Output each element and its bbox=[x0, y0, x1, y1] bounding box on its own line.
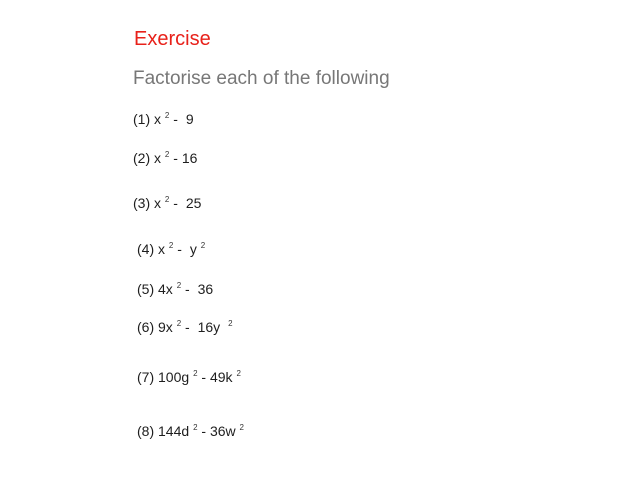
term-a: 9x bbox=[158, 319, 173, 335]
exercise-item-2 bbox=[133, 149, 197, 167]
item-number: (3) bbox=[133, 195, 151, 211]
exercise-title: Exercise bbox=[134, 28, 211, 50]
exponent-a: 2 bbox=[168, 241, 174, 250]
term-a: x bbox=[154, 111, 162, 127]
operator: - bbox=[177, 241, 182, 257]
exercise-item-8 bbox=[137, 422, 244, 440]
term-b: 9 bbox=[185, 111, 194, 127]
term-b: 25 bbox=[185, 195, 202, 211]
operator: - bbox=[201, 423, 207, 439]
item-number: (1) bbox=[133, 111, 151, 127]
exercise-item-5 bbox=[137, 280, 213, 298]
term-b: 36 bbox=[197, 281, 214, 297]
item-number: (2) bbox=[133, 150, 151, 166]
exercise-item-7 bbox=[137, 368, 241, 386]
term-b: 16 bbox=[181, 150, 198, 166]
operator: - bbox=[201, 369, 207, 385]
exercise-item-3 bbox=[133, 194, 201, 212]
term-a: x bbox=[154, 150, 162, 166]
item-number: (8) bbox=[137, 423, 155, 439]
exponent-b: 2 bbox=[239, 423, 244, 432]
term-b: 49k bbox=[209, 369, 233, 385]
term-a: x bbox=[158, 241, 166, 257]
exponent-a: 2 bbox=[193, 423, 198, 432]
item-number: (6) bbox=[137, 319, 155, 335]
item-number: (7) bbox=[137, 369, 155, 385]
exponent-a: 2 bbox=[164, 150, 170, 159]
operator: - bbox=[173, 195, 178, 211]
exercise-item-6 bbox=[137, 318, 233, 336]
exponent-a: 2 bbox=[176, 281, 182, 290]
exponent-a: 2 bbox=[176, 319, 182, 328]
instruction-subtitle: Factorise each of the following bbox=[133, 68, 390, 89]
exercise-item-1 bbox=[133, 110, 194, 128]
operator: - bbox=[173, 111, 178, 127]
term-a: 4x bbox=[158, 281, 173, 297]
operator: - bbox=[185, 281, 190, 297]
operator: - bbox=[185, 319, 190, 335]
term-a: 100g bbox=[158, 369, 190, 385]
exponent-b: 2 bbox=[200, 241, 206, 250]
term-a: 144d bbox=[158, 423, 190, 439]
exponent-b: 2 bbox=[236, 369, 241, 378]
item-number: (4) bbox=[137, 241, 155, 257]
exponent-a: 2 bbox=[193, 369, 198, 378]
term-b: y bbox=[189, 241, 197, 257]
exponent-b: 2 bbox=[228, 319, 233, 328]
exponent-a: 2 bbox=[164, 195, 170, 204]
operator: - bbox=[173, 150, 178, 166]
exponent-a: 2 bbox=[164, 111, 170, 120]
item-number: (5) bbox=[137, 281, 155, 297]
term-b: 16y bbox=[197, 319, 221, 335]
term-b: 36w bbox=[209, 423, 236, 439]
exercise-item-4 bbox=[137, 240, 205, 258]
term-a: x bbox=[154, 195, 162, 211]
